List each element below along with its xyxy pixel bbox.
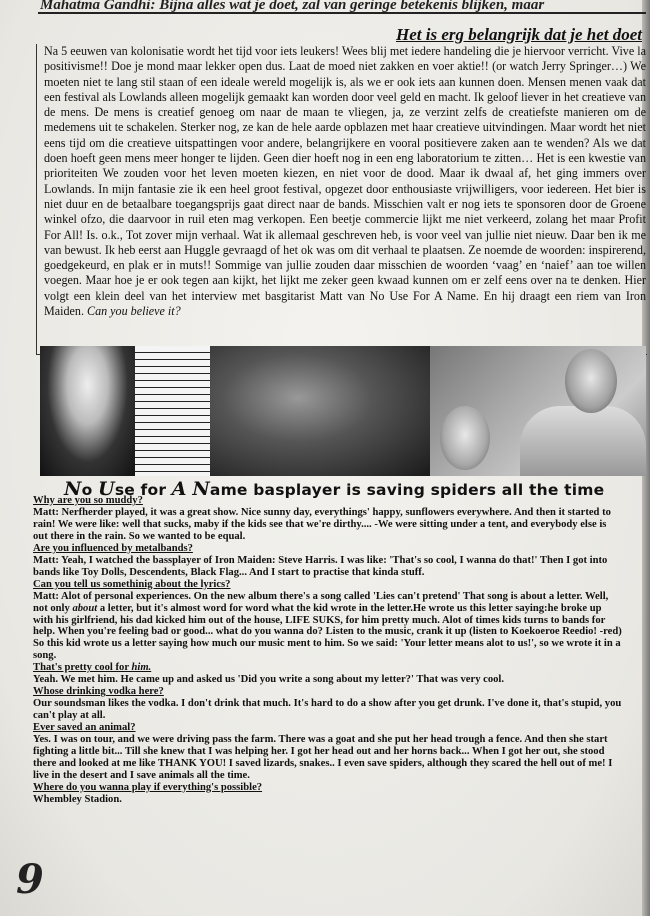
intro-text-closing: Can you believe it? xyxy=(87,304,181,319)
photo-face-left xyxy=(440,406,490,470)
photo-collage xyxy=(40,346,646,476)
interview-answer: Yes. I was on tour, and we were driving pass the farm. There was a goat and she put her head trough a fence. And then she start fighting a little bit... Till she knew that I was helping her. I got her head out and her horns back... When I got her out, she stood there and looked at me like THANK YOU! I saved lizards, snakes.. I even save spiders, although they scared the hell out of me! I live in the desert and I save animals all the time. xyxy=(33,734,613,781)
interview-answer: Matt: Alot of personal experiences. On the new album there's a song called 'Lies can't pretend' That song is about a letter. Well, not only about a letter, but it's almost word for word what the kid wrote in the letter.He wrote us this letter saying:he broke up with his girlfriend, his dad kicked him out of the house, LIFE SUKS, for him pretty much. Alot of times kids turns to bands for help. When you're feeling bad or good... what do you wanna do? Listen to the music, crank it up (listen to Koekoeroe Reedio! -red) So this kid wrote us a letter saying how much our music ment to him. So we said: 'Your letter means alot to us!', so we wrote it in a song. xyxy=(33,590,622,662)
interview-answer: Matt: Yeah, I watched the bassplayer of Iron Maiden: Steve Harris. I was like: 'That's so cool, I wanna do that!' Then I got into bands like Toy Dolls, Descendents, Black Flag... And I start to practise that kinda stuff. xyxy=(33,554,608,578)
photo-spacesuit xyxy=(520,406,646,476)
intro-text-main: Na 5 eeuwen van kolonisatie wordt het tijd voor iets leukers! Wees blij met iedere handeling die je hiervoor verricht. Vive la positivisme!! Doe je mond maar lekker open dus. Laat de moed niet zakken en voer aktie!! (or watch Jerry Springer…) We moeten niet te lang stil staan of een ideale wereld mogelijk is, als we er ook iets aan kunnen doen. Mensen menen vaak dat een festival als Lowlands alleen mogelijk gemaakt kan worden door veel geld en macht. Ik geloof liever in het creatieve van de mens. De mens is creatief genoeg om naar de maan te vliegen, ja, ze verzint zelfs de creatiefste manieren om de medemens uit te schakelen. Sterker nog, ze kan de hele aarde opblazen met haar creatieve uitvindingen. Maar wordt het niet eens tijd om die creatieve uitspattingen voor andere, belangrijkere en vooral positievere zaken aan te wenden? Als we dat doen hoeft geen mens meer honger te lijden. Geen dier hoeft nog in een eng laboratorium te zitten… Het is een kwestie van prioriteiten We zouden voor het leven moeten kiezen, en niet voor de dood. Maar ik dwaal af, het ging immers over Lowlands. In mijn fantasie zie ik een heel groot festival, opgezet door enthousiaste vrijwilligers, voor iedereen. Het bier is niet duur en de betaalbare toegangsprijs gaat direct naar de bands. Misschien valt er nog iets te sponsoren door de Groene winkel ofzo, die daarvoor in ruil eten mag verkopen. Een beetje commercie lijkt me niet verkeerd, zolang het maar Profit For All! Is. o.k., Tot zover mijn verhaal. Wat ik allemaal geschreven heb, is voor veel van jullie niet nieuw. Daar ben ik me van bewust. Ik heb eerst aan Huggle gevraagd of het ok was om dit verhaal te plaatsen. Ze noemde de woorden: inspirerend, goedgekeurd, en plak er in muts!! Sommige van jullie zouden daar misschien de woorden ‘vaag’ en ‘naief’ aan toe willen voegen. Maar hoe je er ook tegen aan kijkt, het lijkt me zeker geen kwaad kunnen om er zelf eens over na te denken. Hier volgt een klein deel van het interview met basgitarist Matt van No Use For A Name. En hij draagt een riem van Iron Maiden. xyxy=(44,44,646,319)
interview-answer: Whembley Stadion. xyxy=(33,793,122,805)
intro-text xyxy=(44,44,646,319)
interview-answer: Yeah. We met him. He came up and asked us 'Did you write a song about my letter?' That was very cool. xyxy=(33,674,505,686)
photo-sheet-music xyxy=(135,346,210,476)
interview-question: Why are you so muddy? xyxy=(33,495,143,506)
headline: Het is erg belangrijk dat je het doet xyxy=(395,25,642,44)
photo-face-right xyxy=(565,349,617,413)
gandhi-quote-cutoff: Mahatma Gandhi: Bijna alles wat je doet, zal van geringe betekenis blijken, maar xyxy=(40,0,545,13)
interview-question: That's pretty cool for him. xyxy=(33,662,152,674)
header-rule xyxy=(38,12,646,14)
interview-question: Ever saved an animal? xyxy=(33,722,136,734)
interview-question: Whose drinking vodka here? xyxy=(33,686,164,698)
interview-question: Are you influenced by metalbands? xyxy=(33,542,193,554)
interview-question: Can you tell us somethinig about the lyrics? xyxy=(33,578,231,590)
interview-answer: Matt: Nerfherder played, it was a great show. Nice sunny day, everythings' happy, sunflowers everywhere. And then it started to rain! We were like: well that sucks, maby if the kids see that we're dirthy.... -We were sitting under a tent, and everybody else is out there in the rain. So we wanted to be equal. xyxy=(33,506,611,542)
interview-title: No Use for A Name basplayer is saving spiders all the time xyxy=(64,478,605,500)
photo-figure xyxy=(40,346,135,476)
interview-answer: Our soundsman likes the vodka. I don't drink that much. It's hard to do a show after you get drunk. I've done it, that's stupid, you can't play at all. xyxy=(33,698,622,722)
page-number: 9 xyxy=(16,856,44,903)
photo-crowd xyxy=(210,346,430,476)
interview-body xyxy=(33,495,623,806)
interview-question: Where do you wanna play if everything's possible? xyxy=(33,781,263,793)
